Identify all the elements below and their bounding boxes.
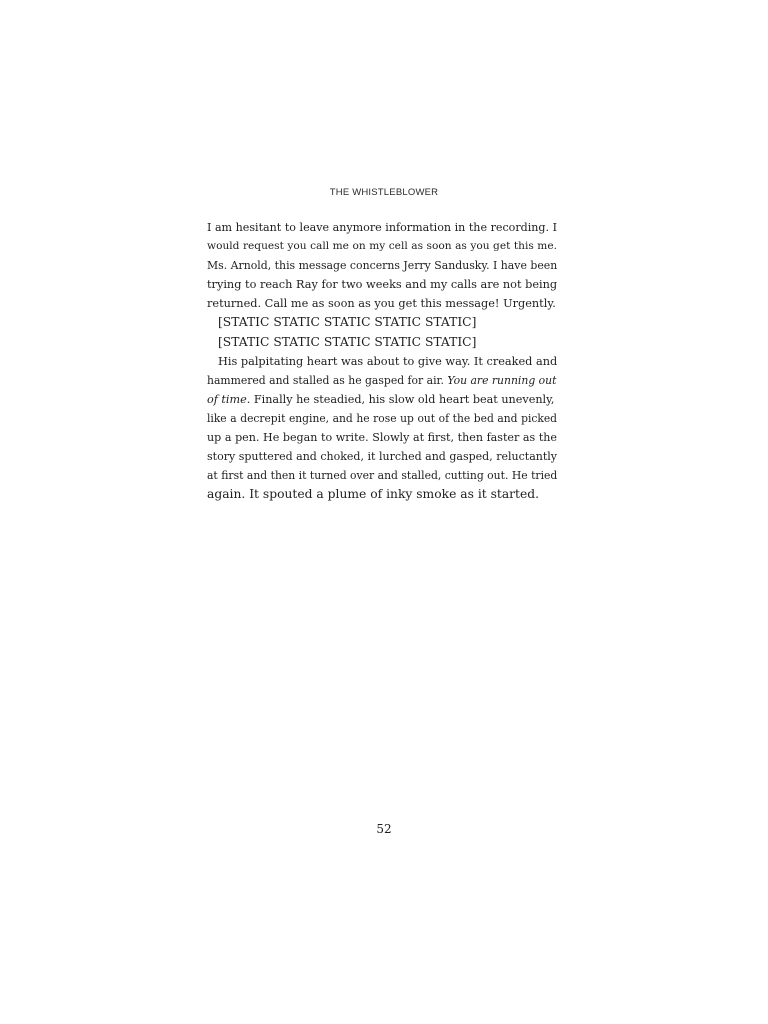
- page-number: 52: [376, 822, 392, 836]
- text-segment: hammered and stalled as he gasped for air.: [207, 373, 448, 387]
- text-line: [STATIC STATIC STATIC STATIC STATIC]: [218, 334, 477, 349]
- text-line: I am hesitant to leave anymore information in the recording. I: [207, 221, 557, 234]
- text-line-mixed: [207, 390, 557, 409]
- text-line: up a pen. He began to write. Slowly at first, then faster as the: [207, 431, 557, 445]
- text-line: returned. Call me as soon as you get this message! Urgently.: [207, 297, 556, 311]
- text-line: trying to reach Ray for two weeks and my calls are not being: [207, 278, 558, 292]
- text-line: His palpitating heart was about to give way. It creaked and: [218, 354, 558, 368]
- text-line: at first and then it turned over and stalled, cutting out. He tried: [207, 469, 558, 483]
- text-line: [STATIC STATIC STATIC STATIC STATIC]: [218, 315, 477, 330]
- text-line: story sputtered and choked, it lurched and gasped, reluctantly: [207, 450, 557, 464]
- italic-segment: of time.: [207, 392, 251, 406]
- text-line: would request you call me on my cell as soon as you get this me.: [207, 240, 557, 253]
- running-head: THE WHISTLEBLOWER: [329, 187, 439, 198]
- text-line: Ms. Arnold, this message concerns Jerry Sandusky. I have been: [207, 259, 558, 273]
- text-line-mixed: [207, 371, 557, 390]
- text-line: like a decrepit engine, and he rose up out of the bed and picked: [207, 411, 557, 425]
- italic-segment: You are running out: [447, 373, 557, 387]
- text-segment: Finally he steadied, his slow old heart beat unevenly,: [250, 392, 555, 406]
- body-text: [207, 218, 557, 504]
- text-line: again. It spouted a plume of inky smoke as it started.: [207, 487, 540, 502]
